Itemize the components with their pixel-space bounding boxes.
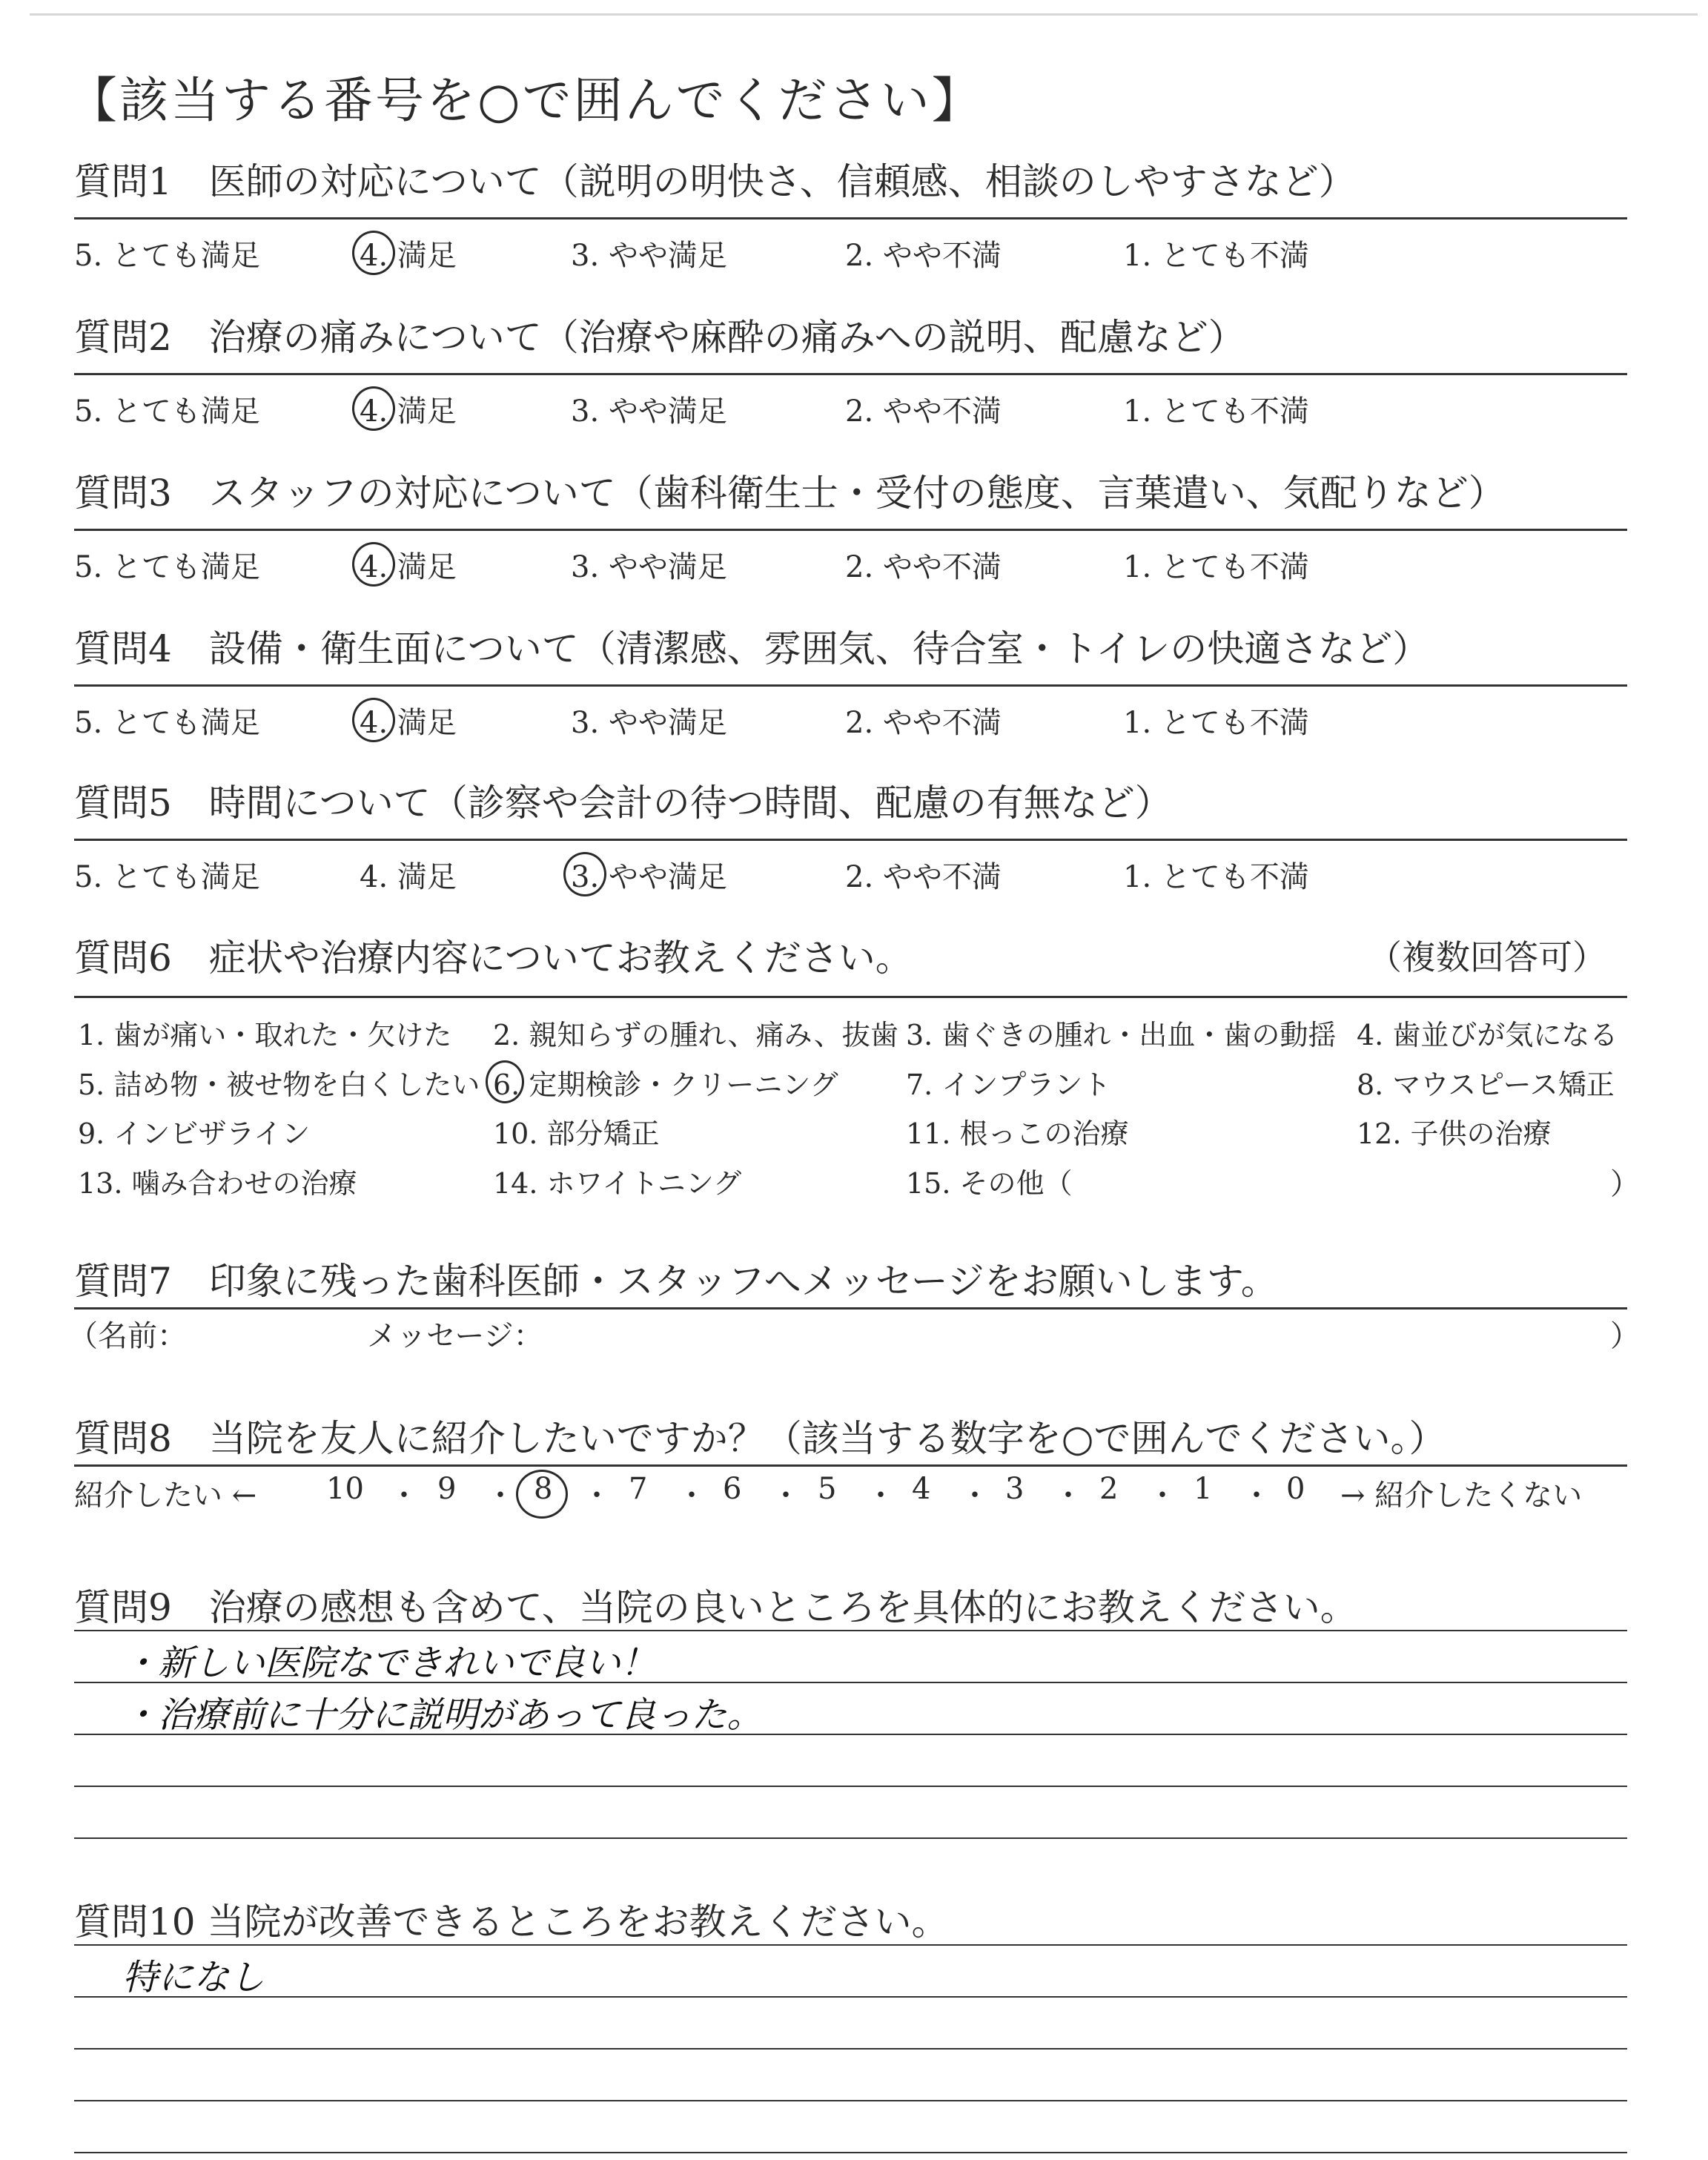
symptom-option-8[interactable]: 8. マウスピース矯正 — [1357, 1069, 1615, 1101]
rating-option-4[interactable]: 4. 満足 — [360, 239, 457, 273]
selected-circle — [352, 231, 395, 275]
rating-option-3[interactable]: 3. やや満足 — [571, 394, 727, 429]
question-9-title: 質問9 治療の感想も含めて、当院の良いところを具体的にお教えください。 — [74, 1586, 1357, 1629]
answer-line — [74, 1630, 1627, 1631]
answer-line — [74, 1837, 1627, 1839]
symptom-option-7[interactable]: 7. インプラント — [906, 1069, 1111, 1101]
handwritten-answer[interactable]: 特になし — [122, 1957, 265, 1998]
question-4-title: 質問4 設備・衛生面について（清潔感、雰囲気、待合室・トイレの快適さなど） — [74, 627, 1430, 670]
symptom-option-6[interactable]: 6. 定期検診・クリーニング — [493, 1069, 838, 1101]
answer-line — [74, 1996, 1627, 1998]
answer-line — [74, 2152, 1627, 2153]
symptom-option-11[interactable]: 11. 根っこの治療 — [906, 1117, 1129, 1150]
symptom-option-15[interactable]: 15. その他（ — [906, 1167, 1073, 1200]
rating-option-5[interactable]: 5. とても満足 — [74, 706, 260, 740]
question-2-title: 質問2 治療の痛みについて（治療や麻酔の痛みへの説明、配慮など） — [74, 316, 1245, 359]
scale-separator: ・ — [582, 1479, 612, 1513]
rating-option-2[interactable]: 2. やや不満 — [845, 706, 1002, 740]
symptom-option-5[interactable]: 5. 詰め物・被せ物を白くしたい — [78, 1069, 480, 1101]
scale-separator: ・ — [486, 1479, 515, 1513]
selected-circle — [563, 852, 606, 896]
scale-separator: ・ — [389, 1479, 419, 1513]
scale-separator: ・ — [960, 1479, 990, 1513]
question-7-rule — [74, 1307, 1627, 1309]
question-10-title: 質問10 当院が改善できるところをお教えください。 — [74, 1900, 949, 1943]
rating-option-4[interactable]: 4. 満足 — [360, 860, 457, 894]
symptom-option-2[interactable]: 2. 親知らずの腫れ、痛み、抜歯 — [493, 1019, 898, 1051]
scale-separator: ・ — [677, 1479, 706, 1513]
handwritten-answer[interactable]: ・新しい医院なできれいで良い！ — [122, 1642, 657, 1684]
selected-circle — [352, 542, 395, 587]
question-8-rule — [74, 1464, 1627, 1467]
answer-line — [74, 2048, 1627, 2050]
selected-circle — [352, 386, 395, 431]
recommend-score-0[interactable]: 0 — [1286, 1472, 1305, 1506]
question-1-rule — [74, 217, 1627, 219]
name-label[interactable]: （名前： — [68, 1319, 187, 1353]
rating-option-3[interactable]: 3. やや満足 — [571, 239, 727, 273]
rating-option-2[interactable]: 2. やや不満 — [845, 394, 1002, 429]
recommend-label: 紹介したい ← — [74, 1479, 257, 1513]
symptom-option-10[interactable]: 10. 部分矯正 — [493, 1117, 660, 1150]
rating-option-5[interactable]: 5. とても満足 — [74, 394, 260, 429]
rating-option-3[interactable]: 3. やや満足 — [571, 706, 727, 740]
rating-option-2[interactable]: 2. やや不満 — [845, 860, 1002, 894]
recommend-score-3[interactable]: 3 — [1005, 1472, 1025, 1506]
answer-line — [74, 1944, 1627, 1946]
recommend-score-8[interactable]: 8 — [534, 1472, 553, 1506]
recommend-score-1[interactable]: 1 — [1194, 1472, 1213, 1506]
question-7-title: 質問7 印象に残った歯科医師・スタッフへメッセージをお願いします。 — [74, 1260, 1278, 1303]
symptom-option-9[interactable]: 9. インビザライン — [78, 1117, 311, 1150]
scale-separator: ・ — [1148, 1479, 1177, 1513]
page-header: 【該当する番号を○で囲んでください】 — [68, 72, 983, 129]
scale-separator: ・ — [1053, 1479, 1083, 1513]
other-close-paren: ） — [1610, 1167, 1640, 1201]
rating-option-1[interactable]: 1. とても不満 — [1123, 860, 1309, 894]
selected-circle — [486, 1060, 524, 1103]
question-2-rule — [74, 373, 1627, 375]
rating-option-1[interactable]: 1. とても不満 — [1123, 706, 1309, 740]
selected-circle — [516, 1470, 568, 1519]
page-top-edge — [30, 13, 1698, 16]
scale-separator: ・ — [1242, 1479, 1271, 1513]
rating-option-4[interactable]: 4. 満足 — [360, 706, 457, 740]
scale-separator: ・ — [771, 1479, 801, 1513]
question-3-rule — [74, 529, 1627, 531]
selected-circle — [352, 698, 395, 742]
recommend-score-5[interactable]: 5 — [818, 1472, 837, 1506]
answer-line — [74, 2100, 1627, 2101]
recommend-score-7[interactable]: 7 — [629, 1472, 648, 1506]
answer-line — [74, 1786, 1627, 1787]
rating-option-4[interactable]: 4. 満足 — [360, 394, 457, 429]
rating-option-2[interactable]: 2. やや不満 — [845, 550, 1002, 584]
symptom-option-14[interactable]: 14. ホワイトニング — [493, 1167, 742, 1200]
symptom-option-4[interactable]: 4. 歯並びが気になる — [1357, 1019, 1618, 1051]
handwritten-answer[interactable]: ・治療前に十分に説明があって良った。 — [122, 1694, 763, 1736]
rating-option-5[interactable]: 5. とても満足 — [74, 239, 260, 273]
question-4-rule — [74, 684, 1627, 687]
rating-option-3[interactable]: 3. やや満足 — [571, 860, 727, 894]
question-6-title: 質問6 症状や治療内容についてお教えください。 — [74, 937, 913, 980]
question-5-rule — [74, 839, 1627, 841]
recommend-score-10[interactable]: 10 — [326, 1472, 364, 1506]
question-5-title: 質問5 時間について（診察や会計の待つ時間、配慮の有無など） — [74, 782, 1172, 825]
question-8-title: 質問8 当院を友人に紹介したいですか？（該当する数字を○で囲んでください。） — [74, 1417, 1446, 1460]
recommend-score-4[interactable]: 4 — [912, 1472, 931, 1506]
symptom-option-1[interactable]: 1. 歯が痛い・取れた・欠けた — [78, 1019, 452, 1051]
rating-option-5[interactable]: 5. とても満足 — [74, 860, 260, 894]
recommend-score-6[interactable]: 6 — [723, 1472, 742, 1506]
rating-option-3[interactable]: 3. やや満足 — [571, 550, 727, 584]
symptom-option-12[interactable]: 12. 子供の治療 — [1357, 1117, 1552, 1150]
question-1-title: 質問1 医師の対応について（説明の明快さ、信頼感、相談のしやすさなど） — [74, 160, 1356, 203]
multiple-answer-note: （複数回答可） — [1368, 937, 1606, 977]
symptom-option-13[interactable]: 13. 噛み合わせの治療 — [78, 1167, 357, 1200]
recommend-score-2[interactable]: 2 — [1099, 1472, 1119, 1506]
message-close-paren: ） — [1610, 1319, 1640, 1353]
question-3-title: 質問3 スタッフの対応について（歯科衛生士・受付の態度、言葉遣い、気配りなど） — [74, 472, 1506, 515]
rating-option-1[interactable]: 1. とても不満 — [1123, 394, 1309, 429]
rating-option-5[interactable]: 5. とても満足 — [74, 550, 260, 584]
not-recommend-label: → 紹介したくない — [1340, 1479, 1583, 1513]
rating-option-1[interactable]: 1. とても不満 — [1123, 239, 1309, 273]
rating-option-1[interactable]: 1. とても不満 — [1123, 550, 1309, 584]
rating-option-2[interactable]: 2. やや不満 — [845, 239, 1002, 273]
question-6-rule — [74, 996, 1627, 998]
rating-option-4[interactable]: 4. 満足 — [360, 550, 457, 584]
message-label[interactable]: メッセージ： — [367, 1319, 543, 1353]
scale-separator: ・ — [866, 1479, 896, 1513]
recommend-score-9[interactable]: 9 — [437, 1472, 457, 1506]
symptom-option-3[interactable]: 3. 歯ぐきの腫れ・出血・歯の動揺 — [906, 1019, 1337, 1051]
